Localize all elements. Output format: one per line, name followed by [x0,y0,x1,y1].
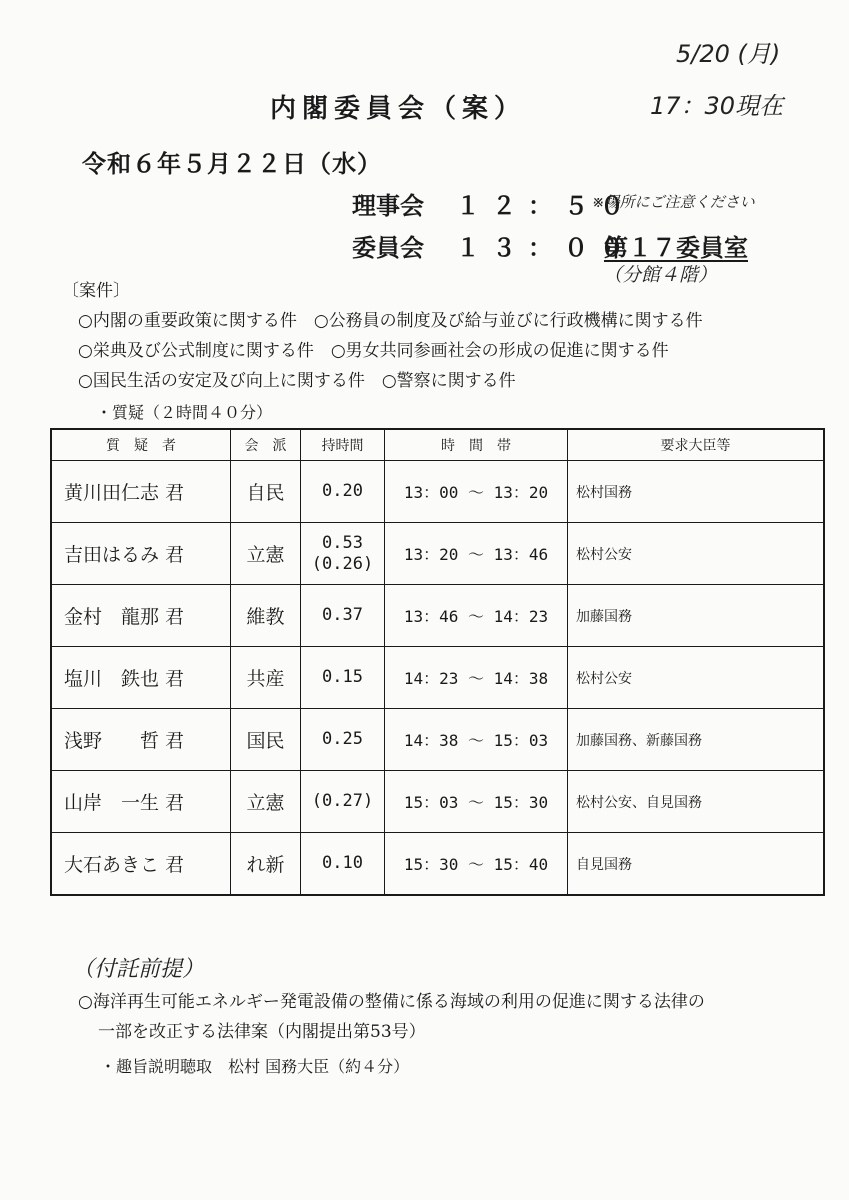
allotted-time-value: 0.37 [322,605,363,626]
time-slot: 15：03 ～ 15：30 [385,771,568,833]
requested-ministers: 加藤国務 [568,585,825,647]
table-row [51,833,824,896]
committee-meeting-time: １３：００ [456,233,636,262]
column-header-requested-ministers: 要求大臣等 [568,429,825,461]
requested-ministers: 加藤国務、新藤国務 [568,709,825,771]
allotted-time-value: 0.15 [322,667,363,688]
committee-room: 第１７委員室 [604,233,748,262]
questioner-name: 大石あきこ 君 [51,833,231,896]
requested-ministers: 自見国務 [568,833,825,896]
qa-heading: ・質疑（２時間４０分） [96,403,273,422]
allotted-time [301,709,385,771]
allotted-time-value: 0.10 [322,853,363,874]
requested-ministers: 松村公安 [568,647,825,709]
requested-ministers: 松村国務 [568,461,825,523]
column-header-party: 会 派 [231,429,301,461]
case-line: ○栄典及び公式制度に関する件 ○男女共同参画社会の形成の促進に関する件 [78,341,669,361]
allotted-time-sub-value: (0.26) [311,553,374,574]
case-line: ○国民生活の安定及び向上に関する件 ○警察に関する件 [78,371,516,391]
table-row [51,647,824,709]
party: 立憲 [231,771,301,833]
allotted-time-value: (0.27) [311,791,374,812]
handwritten-room-floor: （分館４階） [603,264,718,286]
table-row [51,709,824,771]
requested-ministers: 松村公安、自見国務 [568,771,825,833]
allotted-time [301,647,385,709]
allotted-time [301,771,385,833]
questioner-name: 山岸 一生 君 [51,771,231,833]
requested-ministers: 松村公安 [568,523,825,585]
questioner-name: 黄川田仁志 君 [51,461,231,523]
party: 国民 [231,709,301,771]
allotted-time-value: 0.25 [322,729,363,750]
board-meeting-label: 理事会 [352,191,424,220]
column-header-time-slot: 時 間 帯 [385,429,568,461]
party: 立憲 [231,523,301,585]
time-slot: 13：00 ～ 13：20 [385,461,568,523]
questioner-name: 吉田はるみ 君 [51,523,231,585]
column-header-allotted-time: 持時間 [301,429,385,461]
table-row [51,461,824,523]
time-slot: 13：20 ～ 13：46 [385,523,568,585]
handwritten-date: 5/20 (月) [676,40,781,68]
bill-title-line: ○海洋再生可能エネルギー発電設備の整備に係る海域の利用の促進に関する法律の [78,992,705,1012]
case-line: ○内閣の重要政策に関する件 ○公務員の制度及び給与並びに行政機構に関する件 [78,311,703,331]
briefing-note: ・趣旨説明聴取 松村 国務大臣（約４分） [100,1057,410,1076]
table-header-row [51,429,824,461]
allotted-time [301,461,385,523]
bill-title-line: 一部を改正する法律案（内閣提出第53号） [98,1022,426,1042]
time-slot: 14：23 ～ 14：38 [385,647,568,709]
meeting-date: 令和６年５月２２日（水） [82,149,382,178]
party: 維教 [231,585,301,647]
handwritten-time: 17：30現在 [650,92,784,120]
allotted-time-value: 0.53 [322,533,363,554]
questioner-name: 塩川 鉄也 君 [51,647,231,709]
cases-heading: 〔案件〕 [62,281,130,301]
table-row [51,523,824,585]
committee-meeting-label: 委員会 [352,233,424,262]
board-meeting-time: １２：５０ [456,191,636,220]
allotted-time-value: 0.20 [322,481,363,502]
allotted-time [301,523,385,585]
questioner-name: 金村 龍那 君 [51,585,231,647]
party: 自民 [231,461,301,523]
table-row [51,771,824,833]
questioner-name: 浅野 哲 君 [51,709,231,771]
table-row [51,585,824,647]
allotted-time [301,833,385,896]
handwritten-location-note: ※場所にご注意ください [592,193,755,211]
document-title: 内閣委員会（案） [270,94,527,124]
time-slot: 15：30 ～ 15：40 [385,833,568,896]
time-slot: 13：46 ～ 14：23 [385,585,568,647]
party: 共産 [231,647,301,709]
column-header-questioner: 質 疑 者 [51,429,231,461]
allotted-time [301,585,385,647]
handwritten-futaku-heading: （付託前提） [72,957,205,982]
time-slot: 14：38 ～ 15：03 [385,709,568,771]
party: れ新 [231,833,301,896]
questioner-table [50,428,825,896]
